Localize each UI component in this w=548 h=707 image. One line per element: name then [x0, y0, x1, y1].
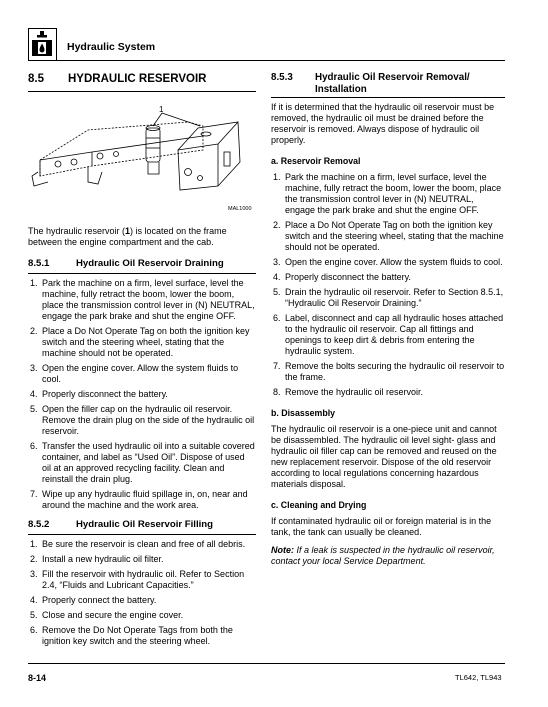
- list-item: 7. Remove the bolts securing the hydraulic oil reservoir to the frame.: [273, 360, 505, 382]
- list-item: 6. Transfer the used hydraulic oil into a suitable covered container, and label as “Used Oil”. Dispose of used oil at an approved recycling facility. Clean and reinstall the drain plug.: [30, 440, 255, 484]
- hydraulic-system-icon: [28, 28, 57, 61]
- list-item: 1. Park the machine on a firm, level surface, level the machine, fully retract the boom, lower the boom, place the transmission control lever in (N) NEUTRAL, engage the park brake and shut the engine OFF.: [30, 277, 255, 321]
- list-item: 5. Open the filler cap on the hydraulic oil reservoir. Remove the drain plug on the side of the hydraulic oil reservoir.: [30, 403, 255, 436]
- disassembly-heading: b. Disassembly: [271, 407, 336, 418]
- removal-steps: [271, 172, 505, 398]
- intro-paragraph: The hydraulic reservoir (1) is located on the frame between the engine compartment and the cab.: [28, 226, 227, 247]
- figure-callout: 1: [159, 105, 164, 114]
- list-item: 2. Place a Do Not Operate Tag on both the ignition key switch and the steering wheel, stating that the machine should not be operated.: [30, 325, 250, 358]
- reservoir-illustration: [28, 92, 256, 200]
- list-item: 1. Park the machine on a firm, level surface, level the machine, fully retract the boom, lower the boom, place the transmission control lever in (N) NEUTRAL, engage the park brake and shut the engine OFF.: [273, 171, 502, 215]
- section-heading: [28, 72, 256, 86]
- list-item: 4. Properly disconnect the battery.: [30, 388, 168, 399]
- section-number: 8.5: [28, 73, 44, 85]
- removal-rule: [271, 97, 505, 98]
- page-header-title: Hydraulic System: [67, 41, 156, 53]
- removal-number: 8.5.3: [271, 72, 293, 83]
- page-number: 8-14: [28, 673, 47, 683]
- footer-models: TL642, TL943: [455, 673, 502, 682]
- filling-number: 8.5.2: [28, 518, 50, 530]
- reservoir-removal-heading: a. Reservoir Removal: [271, 155, 361, 166]
- note-text: If a leak is suspected in the hydraulic oil reservoir, contact your local Service Department.: [271, 544, 495, 566]
- cleaning-heading: c. Cleaning and Drying: [271, 499, 367, 510]
- list-item: 1. Be sure the reservoir is clean and free of all debris.: [30, 538, 246, 549]
- list-item: 6. Remove the Do Not Operate Tags from both the ignition key switch and the steering wheel.: [30, 624, 233, 646]
- filling-steps: [28, 539, 256, 647]
- draining-heading: [28, 258, 256, 270]
- removal-title-line2: Installation: [315, 83, 367, 95]
- filling-heading: [28, 519, 256, 531]
- right-column: [271, 72, 505, 567]
- filling-title: Hydraulic Oil Reservoir Filling: [76, 518, 214, 530]
- figure-code: MAL1000: [228, 206, 252, 212]
- list-item: 5. Drain the hydraulic oil reservoir. Refer to Section 8.5.1, “Hydraulic Oil Reservoir Draining.”: [273, 286, 504, 308]
- cleaning-paragraph: If contaminated hydraulic oil or foreign material is in the tank, the tank can usually be cleaned.: [271, 515, 492, 537]
- footer-rule: [28, 663, 505, 664]
- removal-heading: [271, 72, 505, 95]
- header-rule: [57, 60, 505, 61]
- list-item: 3. Open the engine cover. Allow the system fluids to cool.: [30, 362, 239, 384]
- list-item: 3. Fill the reservoir with hydraulic oil. Refer to Section 2.4, “Fluids and Lubricant Capacities.”: [30, 568, 245, 590]
- disassembly-paragraph: The hydraulic oil reservoir is a one-piece unit and cannot be disassembled. The hydraulic oil level sight- glass and hydraulic oil filler cap can be removed and reused on the new replacement reservoir. Dispose of the old reservoir according to local regulations concerning hazardous materials disposal.: [271, 423, 497, 489]
- reservoir-figure: [28, 92, 256, 216]
- draining-steps: [28, 278, 256, 511]
- list-item: 2. Install a new hydraulic oil filter.: [30, 553, 164, 564]
- draining-number: 8.5.1: [28, 258, 50, 269]
- list-item: 8. Remove the hydraulic oil reservoir.: [273, 386, 424, 397]
- list-item: 5. Close and secure the engine cover.: [30, 609, 184, 620]
- note-label: Note:: [271, 544, 294, 555]
- removal-title-line1: Hydraulic Oil Reservoir Removal/: [315, 72, 470, 83]
- removal-intro: If it is determined that the hydraulic oil reservoir must be removed, the hydraulic oil must be drained before the reservoir is removed. Always dispose of hydraulic oil properly.: [271, 101, 495, 145]
- draining-title: Hydraulic Oil Reservoir Draining: [76, 258, 224, 269]
- list-item: 6. Label, disconnect and cap all hydraulic hoses attached to the hydraulic oil reservoir. Cap all fittings and openings to keep dirt & debris from entering the hydraulic system.: [273, 312, 504, 356]
- list-item: 4. Properly disconnect the battery.: [273, 271, 411, 282]
- section-title: HYDRAULIC RESERVOIR: [68, 73, 207, 85]
- filling-rule: [28, 534, 256, 535]
- list-item: 7. Wipe up any hydraulic fluid spillage in, on, near and around the machine and the work area.: [30, 488, 248, 510]
- list-item: 3. Open the engine cover. Allow the system fluids to cool.: [273, 256, 503, 267]
- list-item: 2. Place a Do Not Operate Tag on both the ignition key switch and the steering wheel, stating that the machine should not be operated.: [273, 219, 504, 252]
- draining-rule: [28, 273, 256, 274]
- note-paragraph: [271, 545, 505, 567]
- list-item: 4. Properly connect the battery.: [30, 594, 157, 605]
- left-column: [28, 72, 256, 651]
- intro-callout-ref: 1: [125, 226, 131, 236]
